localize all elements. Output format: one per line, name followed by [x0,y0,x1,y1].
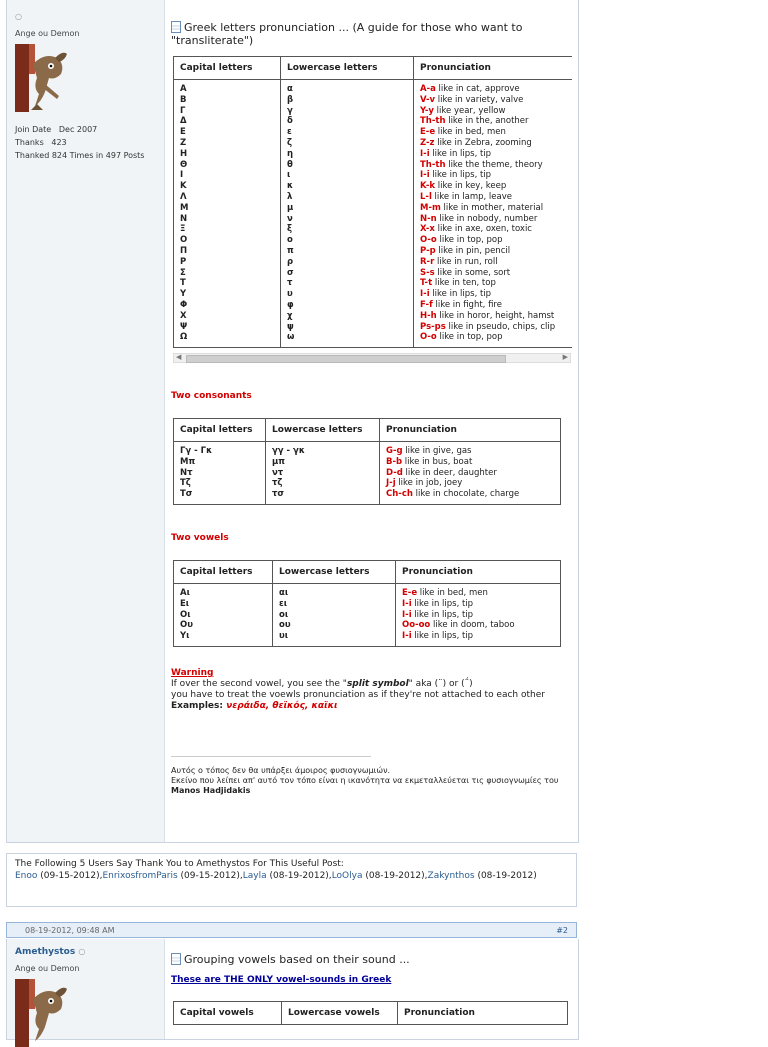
pronunciation-example: like in lamp, leave [431,191,512,202]
capital-letter: Ι [180,170,184,181]
pronunciation-line [420,203,566,214]
scroll-left-arrow-icon[interactable]: ◀ [176,353,182,361]
user-info-panel [7,0,165,842]
pronunciation-line [420,160,566,171]
lowercase-letter: δ [287,116,293,127]
pronunciation-letters: L-l [420,191,432,202]
post-1 [6,0,579,843]
lowercase-letter: ξ [287,224,293,235]
lowercase-letter: γ [287,105,293,116]
signature [171,766,571,796]
pronunciation-cell [380,442,561,505]
pronunciation-line [420,289,566,300]
pronunciation-example: like in cat, approve [435,84,520,94]
pronunciation-example: like in fight, fire [432,299,502,310]
pronunciation-letters: T-t [420,278,433,289]
lowercase-letter: τ [287,278,293,289]
lowercase-letter: ω [287,332,295,343]
pronunciation-line [402,588,554,599]
vowel-sounds-table [173,1001,568,1025]
capital-letter: Ξ [180,224,186,235]
lowercase-letter: η [287,148,294,159]
pronunciation-example: like in give, gas [402,446,472,456]
col-header-capital-vowels: Capital vowels [174,1002,282,1025]
pronunciation-line [420,235,566,246]
post-2 [6,939,579,1040]
lowercase-letters-cell [281,80,414,348]
signature-line-1: Αυτός ο τόπος δεν θα υπάρξει άμοιρος φυσιογνωμιών. [171,766,391,775]
col-header-pronunciation: Pronunciation [398,1002,568,1025]
pronunciation-letters: Z-z [420,137,435,148]
pronunciation-example: like the theme, theory [445,159,543,170]
pronunciation-line [402,599,554,610]
pronunciation-example: like in top, pop [436,235,503,246]
horizontal-scrollbar[interactable] [173,353,571,363]
warning-text-2: " aka (¨) or (΅) [408,679,473,689]
pronunciation-example: like in run, roll [434,256,498,267]
lowercase-letter: οι [279,609,289,620]
pronunciation-example: like in lips, tip [429,289,492,300]
pronunciation-letters: E-e [420,127,436,138]
capital-letter: Ου [180,620,193,631]
pronunciation-letters: A-a [420,84,436,94]
post-title [171,21,522,47]
capital-letter: Υι [180,631,190,642]
capital-letter: Ζ [180,137,187,148]
warning-note [171,668,571,712]
thanks-date: (08-19-2012), [362,871,428,881]
pronunciation-example: like in bed, men [417,588,488,598]
user-stats [15,123,144,162]
pronunciation-example: like in lips, tip [411,609,474,620]
signature-line-2: Εκείνο που λείπει απ' αυτό τον τόπο είναι η ικανότητα να εκμεταλλεύεται τις φυσιογνωμίες του [171,776,559,785]
pronunciation-example: like in deer, daughter [402,467,497,478]
pronunciation-line [402,610,554,621]
thanks-date: (08-19-2012), [266,871,332,881]
document-icon [171,21,181,33]
join-date-value: Dec 2007 [58,125,98,134]
col-header-capital: Capital letters [174,561,273,584]
thanked-count: Thanked 824 Times in 497 Posts [15,151,145,160]
lowercase-letter: ζ [287,137,293,148]
capital-letter: Ντ [180,467,193,478]
pronunciation-line [420,332,566,343]
pronunciation-line [420,322,566,333]
col-header-lowercase: Lowercase letters [281,57,414,80]
thanks-users-list [15,870,568,882]
pronunciation-line [420,214,566,225]
pronunciation-letters: Ps-ps [420,321,446,332]
col-header-pronunciation: Pronunciation [396,561,561,584]
pronunciation-letters: Y-y [420,105,434,116]
user-info-panel [7,939,165,1039]
pronunciation-letters: S-s [420,267,435,278]
pronunciation-line [420,84,566,95]
lowercase-letters-cell [273,584,396,647]
pronunciation-example: like in lips, tip [411,598,474,609]
section-two-vowels: Two vowels [171,533,229,543]
capital-letter: Τ [180,278,186,289]
pronunciation-example: like in bed, men [435,127,506,138]
thanks-label: Thanks [15,138,44,147]
thanks-box [6,853,577,907]
pronunciation-example: like in lips, tip [429,170,492,181]
thanks-user-link[interactable]: Layla [242,871,267,881]
pronunciation-letters: I-i [402,631,412,642]
thanks-user-link[interactable]: Enoo [15,871,38,881]
capital-letters-cell [174,80,281,348]
lowercase-letter: ντ [272,467,284,478]
pronunciation-example: like in the, another [445,116,529,127]
examples-label: Examples: [171,701,227,711]
lowercase-letter: κ [287,181,294,192]
pronunciation-letters: G-g [386,446,403,456]
pronunciation-line [420,116,566,127]
pronunciation-line [386,457,554,468]
capital-letter: Ν [180,213,188,224]
scroll-right-arrow-icon[interactable]: ▶ [562,353,568,361]
capital-letter: Ρ [180,256,187,267]
pronunciation-letters: I-i [420,148,430,159]
pronunciation-letters: Oo-oo [402,620,431,631]
col-header-capital: Capital letters [174,57,281,80]
pronunciation-line [402,631,554,642]
lowercase-letter: λ [287,191,293,202]
pronunciation-letters: P-p [420,245,436,256]
coyote-avatar-icon [15,979,71,1047]
lowercase-letter: υι [279,631,289,642]
warning-text-3: you have to treat the voewls pronunciation as if they're not attached to each other [171,690,545,700]
capital-letter: Αι [180,588,190,598]
avatar[interactable] [15,44,71,112]
pronunciation-letters: O-o [420,235,437,246]
lowercase-letter: τσ [272,489,285,500]
online-status-icon: ○ [78,947,86,956]
pronunciation-letters: O-o [420,332,437,343]
col-header-pronunciation: Pronunciation [380,419,561,442]
pronunciation-letters: B-b [386,456,403,467]
pronunciation-example: like in top, pop [436,332,503,343]
pronunciation-line [420,138,566,149]
col-header-lowercase: Lowercase letters [273,561,396,584]
warning-text-1: If over the second vowel, you see the " [171,679,347,689]
online-status-icon: ○ [15,12,22,21]
pronunciation-letters: H-h [420,310,437,321]
pronunciation-example: like in variety, valve [435,94,524,105]
post-number-link[interactable]: #2 [556,926,568,935]
capital-letter: Μ [180,202,189,213]
capital-letter: Θ [180,159,188,170]
lowercase-letter: ψ [287,321,294,332]
capital-letter: Ο [180,235,188,246]
pronunciation-cell [414,80,572,348]
capital-letters-cell [174,584,273,647]
col-header-lowercase-vowels: Lowercase vowels [282,1002,398,1025]
pronunciation-example: like in pseudo, chips, clip [445,321,556,332]
thanks-date: (09-15-2012), [177,871,243,881]
pronunciation-letters: R-r [420,256,435,267]
pronunciation-line [420,224,566,235]
capital-letter: Κ [180,181,187,192]
pronunciation-line [386,446,554,457]
col-header-lowercase: Lowercase letters [266,419,380,442]
username[interactable]: Amethystos [15,947,76,957]
thanks-date: (08-19-2012) [474,871,537,881]
post-title [171,953,410,966]
capital-letter: Η [180,148,188,159]
pronunciation-line [420,127,566,138]
lowercase-letter: ρ [287,256,294,267]
pronunciation-line [420,257,566,268]
join-date-label: Join Date [15,125,52,134]
post-title-line-1: Greek letters pronunciation ... (A guide for those who want to [184,21,523,34]
capital-letter: Ω [180,332,188,343]
pronunciation-letters: I-i [420,289,430,300]
pronunciation-line [420,246,566,257]
pronunciation-example: like in chocolate, charge [412,489,520,500]
lowercase-letter: αι [279,588,289,598]
capital-letter: Οι [180,609,191,620]
pronunciation-example: like in key, keep [435,181,507,192]
warning-split-symbol: split symbol [346,679,409,689]
pronunciation-letters: E-e [402,588,418,598]
pronunciation-letters: Th-th [420,116,446,127]
capital-letters-cell [174,442,266,505]
user-title: Ange ou Demon [15,29,80,38]
two-consonants-table [173,418,561,505]
pronunciation-line [420,181,566,192]
pronunciation-line [420,192,566,203]
thanks-user-link[interactable]: LoOlya [331,871,363,881]
pronunciation-line [420,149,566,160]
lowercase-letter: σ [287,267,294,278]
pronunciation-letters: I-i [420,170,430,181]
lowercase-letter: μπ [272,456,285,467]
lowercase-letter: φ [287,299,294,310]
pronunciation-line [420,278,566,289]
capital-letter: Γ [180,105,186,116]
pronunciation-example: like in mother, material [440,202,544,213]
lowercase-letters-cell [266,442,380,505]
capital-letter: Φ [180,299,188,310]
pronunciation-letters: Ch-ch [386,489,413,500]
capital-letter: Σ [180,267,186,278]
capital-letter: Τζ [180,478,191,489]
capital-letter: Μπ [180,456,196,467]
capital-letter: Ε [180,127,186,138]
pronunciation-letters: F-f [420,299,433,310]
scrollbar-thumb[interactable] [186,355,506,363]
user-title: Ange ou Demon [15,964,80,973]
capital-letter: Γγ - Γκ [180,446,213,456]
lowercase-letter: π [287,245,294,256]
lowercase-letter: θ [287,159,293,170]
lowercase-letter: ου [279,620,291,631]
lowercase-letter: α [287,84,293,94]
pronunciation-line [420,311,566,322]
section-two-consonants: Two consonants [171,391,252,401]
thanks-value: 423 [51,138,67,147]
pronunciation-line [420,170,566,181]
post-2-header [6,922,577,938]
col-header-pronunciation: Pronunciation [414,57,572,80]
lowercase-letter: ι [287,170,291,181]
pronunciation-example: like in nobody, number [436,213,538,224]
pronunciation-example: like in horor, height, hamst [436,310,555,321]
document-icon [171,953,181,965]
capital-letter: Υ [180,289,187,300]
pronunciation-letters: N-n [420,213,437,224]
pronunciation-letters: K-k [420,181,436,192]
lowercase-letter: ει [279,598,288,609]
vowel-sounds-link[interactable]: These are THE ONLY vowel-sounds in Greek [171,975,392,985]
thanks-user-link[interactable]: EnrixosfromParis [102,871,178,881]
capital-letter: Χ [180,310,187,321]
thanks-user-link[interactable]: Zakynthos [427,871,475,881]
pronunciation-example: like in lips, tip [411,631,474,642]
username-link[interactable] [15,947,85,957]
pronunciation-example: like in doom, taboo [430,620,515,631]
pronunciation-letters: J-j [386,478,396,489]
pronunciation-letters: V-v [420,94,436,105]
pronunciation-example: like in lips, tip [429,148,492,159]
signature-author: Manos Hadjidakis [171,786,251,795]
capital-letter: Π [180,245,188,256]
pronunciation-line [402,620,554,631]
pronunciation-example: like in ten, top [432,278,496,289]
lowercase-letter: μ [287,202,294,213]
pronunciation-line [386,478,554,489]
lowercase-letter: ε [287,127,292,138]
pronunciation-example: like in some, sort [434,267,511,278]
pronunciation-example: like in pin, pencil [435,245,511,256]
thanks-title: The Following 5 Users Say Thank You to Amethystos For This Useful Post: [15,859,344,869]
pronunciation-letters: I-i [402,609,412,620]
pronunciation-line [420,95,566,106]
capital-letter: Δ [180,116,187,127]
capital-letter: Τσ [180,489,193,500]
post-title-line-2: "transliterate") [171,34,254,47]
lowercase-letter: γγ - γκ [272,446,305,456]
avatar[interactable] [15,979,71,1047]
signature-divider [171,756,371,757]
lowercase-letter: ο [287,235,293,246]
thanks-date: (09-15-2012), [37,871,103,881]
lowercase-letter: β [287,94,294,105]
pronunciation-example: like in axe, oxen, toxic [434,224,532,235]
pronunciation-letters: M-m [420,202,441,213]
pronunciation-example: like year, yellow [433,105,506,116]
pronunciation-example: like in bus, boat [402,456,473,467]
capital-letter: Ψ [180,321,188,332]
pronunciation-cell [396,584,561,647]
post-date: 08-19-2012, 09:48 AM [25,926,115,935]
coyote-avatar-icon [15,44,71,112]
lowercase-letter: τζ [272,478,283,489]
pronunciation-example: like in Zebra, zooming [434,137,532,148]
capital-letter: Β [180,94,187,105]
pronunciation-letters: I-i [402,598,412,609]
pronunciation-line [420,106,566,117]
pronunciation-letters: X-x [420,224,435,235]
two-vowels-table [173,560,561,647]
col-header-capital: Capital letters [174,419,266,442]
pronunciation-line [386,489,554,500]
capital-letter: Ει [180,598,190,609]
pronunciation-line [386,468,554,479]
pronunciation-letters: D-d [386,467,403,478]
capital-letter: Α [180,84,187,94]
lowercase-letter: χ [287,310,293,321]
greek-letters-table [173,56,572,348]
post-title-text: Grouping vowels based on their sound ... [184,953,410,966]
capital-letter: Λ [180,191,187,202]
lowercase-letter: υ [287,289,293,300]
pronunciation-letters: Th-th [420,159,446,170]
pronunciation-example: like in job, joey [395,478,463,489]
lowercase-letter: ν [287,213,293,224]
pronunciation-line [420,268,566,279]
warning-title: Warning [171,668,214,678]
pronunciation-line [420,300,566,311]
examples-words: νεράιδα, θεϊκός, καϊκι [226,701,338,711]
